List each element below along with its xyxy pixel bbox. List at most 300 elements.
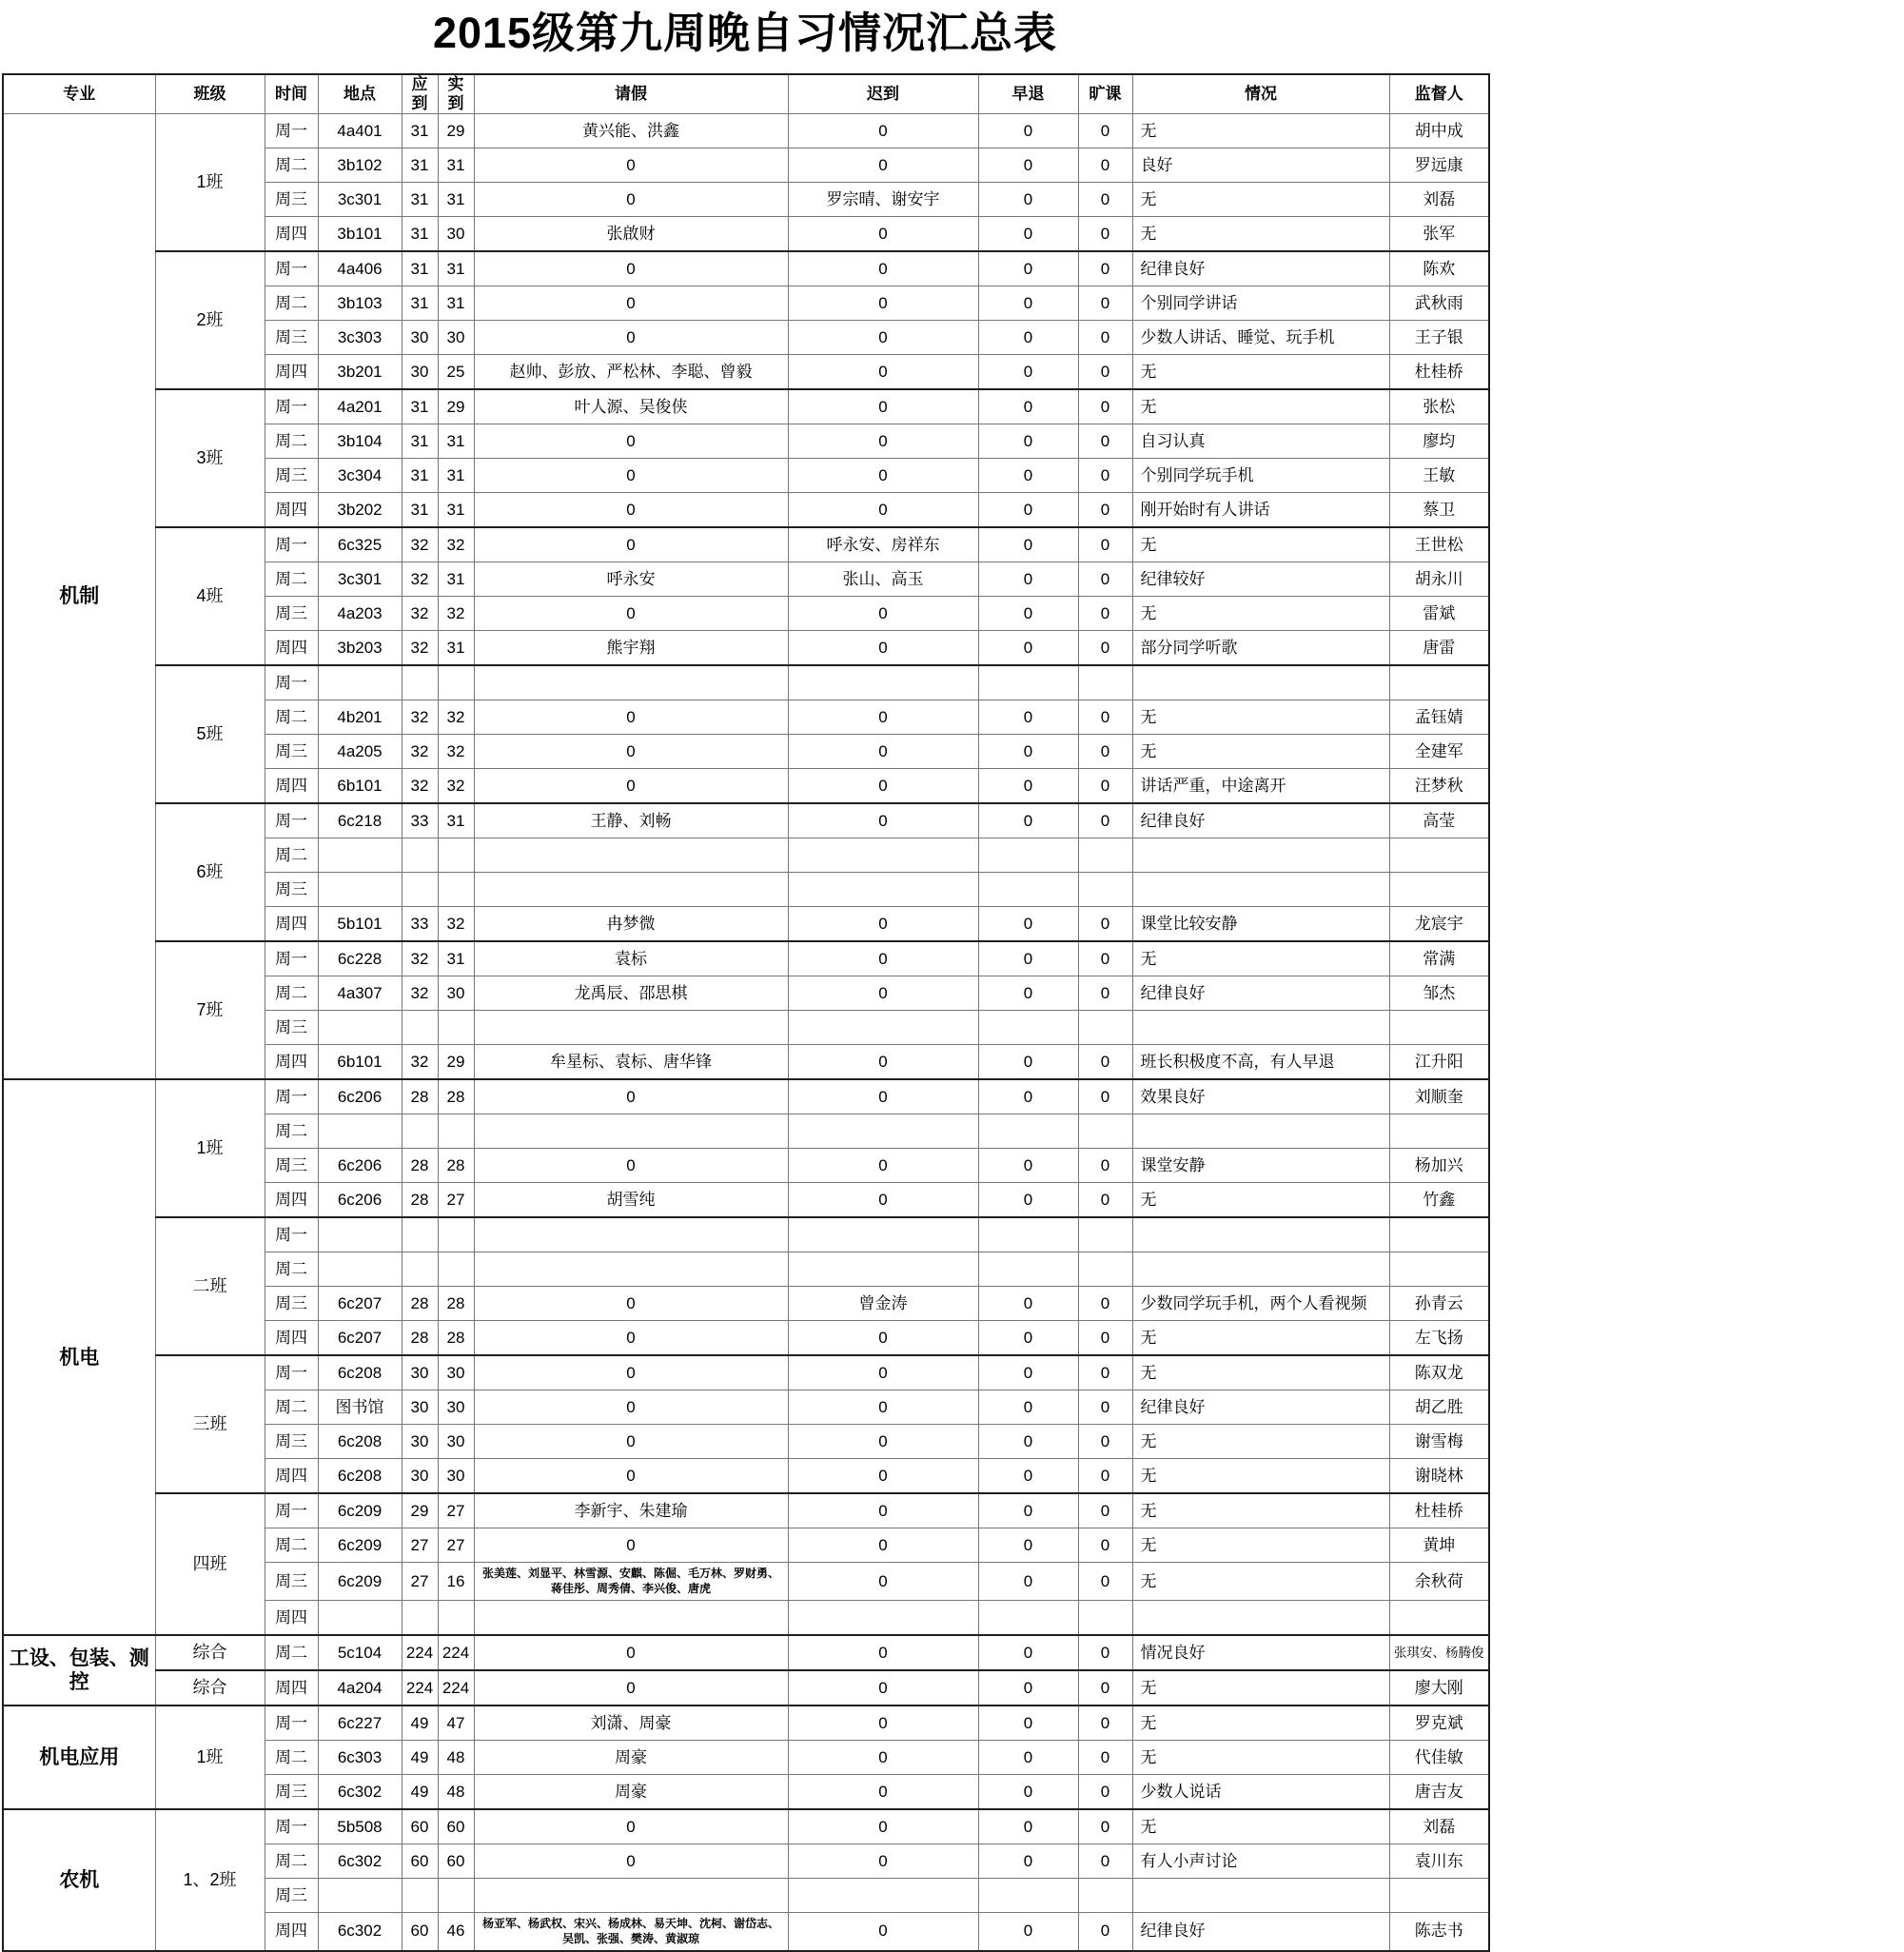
cell-supervisor: 代佳敏	[1389, 1741, 1489, 1775]
cell-supervisor: 袁川东	[1389, 1844, 1489, 1879]
attendance-table	[2, 73, 1490, 1952]
cell-expected	[402, 1114, 438, 1149]
cell-leave: 王静、刘畅	[474, 803, 788, 838]
cell-expected	[402, 665, 438, 700]
table-row	[3, 1706, 1489, 1741]
cell-absent: 0	[1078, 1706, 1132, 1741]
cell-day: 周四	[265, 631, 318, 666]
cell-day: 周四	[265, 1183, 318, 1218]
cell-day: 周一	[265, 251, 318, 286]
cell-actual: 30	[438, 217, 474, 252]
cell-expected: 28	[402, 1149, 438, 1183]
cell-actual: 28	[438, 1079, 474, 1114]
cell-absent: 0	[1078, 1493, 1132, 1528]
cell-situation	[1132, 873, 1389, 907]
cell-supervisor: 杨加兴	[1389, 1149, 1489, 1183]
cell-early: 0	[978, 389, 1078, 424]
cell-supervisor: 唐雷	[1389, 631, 1489, 666]
cell-place: 6c208	[318, 1425, 402, 1459]
cell-early: 0	[978, 1321, 1078, 1356]
cell-situation: 个别同学玩手机	[1132, 459, 1389, 493]
cell-late: 0	[788, 700, 978, 735]
cell-leave: 张美莲、刘显平、林雪源、安麒、陈倔、毛万林、罗财勇、蒋佳彤、周秀倩、李兴俊、唐虎	[474, 1563, 788, 1601]
cell-place	[318, 1114, 402, 1149]
cell-leave: 0	[474, 1355, 788, 1390]
cell-absent: 0	[1078, 597, 1132, 631]
cell-leave: 黄兴能、洪鑫	[474, 114, 788, 148]
cell-absent: 0	[1078, 1149, 1132, 1183]
cell-place	[318, 1601, 402, 1636]
cell-late: 0	[788, 1563, 978, 1601]
cell-supervisor: 廖均	[1389, 424, 1489, 459]
cell-late: 0	[788, 1635, 978, 1670]
cell-leave: 张啟财	[474, 217, 788, 252]
cell-supervisor: 张松	[1389, 389, 1489, 424]
cell-expected: 33	[402, 803, 438, 838]
cell-absent	[1078, 1114, 1132, 1149]
cell-place: 4a201	[318, 389, 402, 424]
cell-supervisor: 常满	[1389, 941, 1489, 976]
cell-absent: 0	[1078, 286, 1132, 321]
cell-absent: 0	[1078, 355, 1132, 390]
cell-early	[978, 873, 1078, 907]
cell-supervisor	[1389, 1217, 1489, 1252]
attendance-table-body	[3, 114, 1489, 1951]
cell-actual: 30	[438, 1459, 474, 1494]
cell-actual	[438, 873, 474, 907]
cell-day: 周二	[265, 700, 318, 735]
cell-expected: 31	[402, 389, 438, 424]
table-row	[3, 1217, 1489, 1252]
cell-situation: 无	[1132, 1563, 1389, 1601]
cell-leave: 胡雪纯	[474, 1183, 788, 1218]
cell-leave: 0	[474, 1635, 788, 1670]
cell-day: 周一	[265, 1809, 318, 1844]
cell-day: 周三	[265, 735, 318, 769]
cell-expected	[402, 838, 438, 873]
cell-actual: 32	[438, 700, 474, 735]
cell-supervisor	[1389, 1114, 1489, 1149]
cell-place: 6c209	[318, 1493, 402, 1528]
cell-situation	[1132, 1011, 1389, 1045]
cell-situation: 纪律良好	[1132, 976, 1389, 1011]
cell-actual: 32	[438, 907, 474, 942]
cell-day: 周四	[265, 217, 318, 252]
cell-supervisor: 唐吉友	[1389, 1775, 1489, 1810]
cell-expected: 31	[402, 424, 438, 459]
cell-late	[788, 1114, 978, 1149]
cell-supervisor: 邹杰	[1389, 976, 1489, 1011]
cell-place	[318, 873, 402, 907]
cell-leave: 杨亚军、杨武权、宋兴、杨成林、易天坤、沈柯、谢岱志、吴凯、张强、樊涛、黄淑琼	[474, 1913, 788, 1951]
cell-early: 0	[978, 355, 1078, 390]
cell-absent	[1078, 838, 1132, 873]
cell-leave	[474, 1601, 788, 1636]
cell-day: 周三	[265, 1563, 318, 1601]
cell-place	[318, 1252, 402, 1287]
cell-leave: 龙禹辰、邵思棋	[474, 976, 788, 1011]
cell-day: 周三	[265, 597, 318, 631]
cell-supervisor	[1389, 1252, 1489, 1287]
cell-supervisor: 胡乙胜	[1389, 1390, 1489, 1425]
cell-absent: 0	[1078, 459, 1132, 493]
cell-late	[788, 1252, 978, 1287]
cell-situation: 无	[1132, 1355, 1389, 1390]
cell-place: 6c325	[318, 527, 402, 562]
cell-situation: 无	[1132, 1528, 1389, 1563]
cell-early: 0	[978, 1809, 1078, 1844]
cell-supervisor	[1389, 1879, 1489, 1913]
cell-situation: 部分同学听歌	[1132, 631, 1389, 666]
cell-late: 0	[788, 355, 978, 390]
cell-late	[788, 665, 978, 700]
cell-day: 周三	[265, 1287, 318, 1321]
cell-expected: 60	[402, 1913, 438, 1951]
cell-day: 周三	[265, 1879, 318, 1913]
cell-place: 6b101	[318, 1045, 402, 1080]
cell-expected: 60	[402, 1809, 438, 1844]
header-class: 班级	[155, 74, 265, 114]
cell-actual: 32	[438, 735, 474, 769]
cell-situation	[1132, 838, 1389, 873]
cell-leave: 周豪	[474, 1775, 788, 1810]
cell-actual: 31	[438, 148, 474, 183]
cell-leave: 0	[474, 424, 788, 459]
cell-absent: 0	[1078, 735, 1132, 769]
cell-supervisor	[1389, 665, 1489, 700]
cell-actual: 46	[438, 1913, 474, 1951]
cell-supervisor: 全建军	[1389, 735, 1489, 769]
cell-absent: 0	[1078, 976, 1132, 1011]
table-row	[3, 389, 1489, 424]
cell-day: 周三	[265, 1149, 318, 1183]
cell-actual: 31	[438, 803, 474, 838]
cell-situation: 无	[1132, 1459, 1389, 1494]
cell-expected	[402, 873, 438, 907]
cell-expected: 30	[402, 1355, 438, 1390]
cell-place: 4a406	[318, 251, 402, 286]
cell-expected: 31	[402, 148, 438, 183]
cell-actual: 31	[438, 562, 474, 597]
cell-early: 0	[978, 562, 1078, 597]
cell-class: 1班	[155, 1706, 265, 1809]
cell-actual: 48	[438, 1741, 474, 1775]
cell-early	[978, 1011, 1078, 1045]
cell-actual	[438, 838, 474, 873]
cell-early: 0	[978, 631, 1078, 666]
cell-late: 0	[788, 217, 978, 252]
cell-place: 3b202	[318, 493, 402, 528]
cell-actual: 27	[438, 1493, 474, 1528]
cell-absent: 0	[1078, 527, 1132, 562]
cell-expected: 31	[402, 286, 438, 321]
cell-leave: 0	[474, 527, 788, 562]
cell-absent	[1078, 665, 1132, 700]
cell-actual: 31	[438, 286, 474, 321]
cell-actual: 29	[438, 1045, 474, 1080]
cell-late: 0	[788, 251, 978, 286]
cell-expected: 224	[402, 1670, 438, 1706]
cell-day: 周四	[265, 355, 318, 390]
cell-absent: 0	[1078, 493, 1132, 528]
cell-day: 周三	[265, 321, 318, 355]
cell-supervisor: 江升阳	[1389, 1045, 1489, 1080]
cell-late: 罗宗晴、谢安宇	[788, 183, 978, 217]
cell-class: 4班	[155, 527, 265, 665]
cell-early: 0	[978, 1459, 1078, 1494]
cell-late: 0	[788, 1913, 978, 1951]
cell-actual: 27	[438, 1528, 474, 1563]
cell-absent: 0	[1078, 1425, 1132, 1459]
cell-late: 0	[788, 459, 978, 493]
cell-absent: 0	[1078, 1321, 1132, 1356]
cell-supervisor: 陈双龙	[1389, 1355, 1489, 1390]
cell-supervisor	[1389, 873, 1489, 907]
cell-expected: 31	[402, 459, 438, 493]
cell-early: 0	[978, 183, 1078, 217]
cell-actual	[438, 1217, 474, 1252]
cell-place: 3c301	[318, 562, 402, 597]
cell-place: 6c206	[318, 1183, 402, 1218]
cell-early: 0	[978, 1045, 1078, 1080]
cell-expected	[402, 1011, 438, 1045]
cell-day: 周二	[265, 1114, 318, 1149]
cell-absent: 0	[1078, 1459, 1132, 1494]
cell-place	[318, 1879, 402, 1913]
cell-class: 综合	[155, 1670, 265, 1706]
cell-leave: 0	[474, 1321, 788, 1356]
cell-leave: 0	[474, 1459, 788, 1494]
cell-leave: 周豪	[474, 1741, 788, 1775]
cell-late: 0	[788, 735, 978, 769]
cell-situation: 无	[1132, 597, 1389, 631]
cell-absent	[1078, 1879, 1132, 1913]
table-row	[3, 1809, 1489, 1844]
cell-expected: 60	[402, 1844, 438, 1879]
cell-class: 1、2班	[155, 1809, 265, 1951]
cell-early: 0	[978, 1493, 1078, 1528]
cell-class: 二班	[155, 1217, 265, 1355]
cell-early: 0	[978, 941, 1078, 976]
cell-actual	[438, 665, 474, 700]
cell-leave	[474, 1011, 788, 1045]
cell-supervisor: 汪梦秋	[1389, 769, 1489, 804]
header-absent: 旷课	[1078, 74, 1132, 114]
cell-supervisor: 黄坤	[1389, 1528, 1489, 1563]
cell-place: 6c207	[318, 1287, 402, 1321]
table-row	[3, 114, 1489, 148]
cell-late: 0	[788, 1775, 978, 1810]
cell-early	[978, 665, 1078, 700]
cell-situation: 无	[1132, 700, 1389, 735]
cell-day: 周二	[265, 1635, 318, 1670]
cell-leave: 冉梦微	[474, 907, 788, 942]
cell-place: 3b201	[318, 355, 402, 390]
cell-supervisor: 余秋荷	[1389, 1563, 1489, 1601]
cell-day: 周二	[265, 1252, 318, 1287]
cell-place: 6c206	[318, 1149, 402, 1183]
cell-supervisor: 廖大刚	[1389, 1670, 1489, 1706]
cell-place: 4a205	[318, 735, 402, 769]
cell-late: 0	[788, 1528, 978, 1563]
cell-expected: 31	[402, 251, 438, 286]
cell-early: 0	[978, 1635, 1078, 1670]
cell-situation	[1132, 1114, 1389, 1149]
table-row	[3, 251, 1489, 286]
cell-expected: 30	[402, 1459, 438, 1494]
cell-late: 0	[788, 769, 978, 804]
cell-place: 6c208	[318, 1355, 402, 1390]
cell-leave	[474, 873, 788, 907]
cell-late: 0	[788, 1670, 978, 1706]
cell-situation: 良好	[1132, 148, 1389, 183]
cell-leave	[474, 1879, 788, 1913]
cell-expected: 30	[402, 1425, 438, 1459]
cell-major: 机电应用	[3, 1706, 155, 1809]
cell-absent: 0	[1078, 700, 1132, 735]
cell-day: 周二	[265, 286, 318, 321]
cell-absent	[1078, 1011, 1132, 1045]
cell-situation: 刚开始时有人讲话	[1132, 493, 1389, 528]
cell-early: 0	[978, 148, 1078, 183]
cell-situation: 班长积极度不高，有人早退	[1132, 1045, 1389, 1080]
cell-early: 0	[978, 1149, 1078, 1183]
header-row	[3, 74, 1489, 114]
cell-situation: 无	[1132, 1493, 1389, 1528]
table-row	[3, 1355, 1489, 1390]
cell-place: 6c302	[318, 1775, 402, 1810]
cell-day: 周四	[265, 1601, 318, 1636]
cell-leave	[474, 1114, 788, 1149]
cell-situation: 无	[1132, 1670, 1389, 1706]
cell-expected: 33	[402, 907, 438, 942]
cell-major: 农机	[3, 1809, 155, 1951]
cell-leave: 袁标	[474, 941, 788, 976]
cell-situation	[1132, 1217, 1389, 1252]
cell-expected: 27	[402, 1563, 438, 1601]
cell-late: 0	[788, 114, 978, 148]
cell-late: 呼永安、房祥东	[788, 527, 978, 562]
cell-place: 3b103	[318, 286, 402, 321]
cell-day: 周二	[265, 424, 318, 459]
cell-late: 0	[788, 597, 978, 631]
cell-late: 0	[788, 1809, 978, 1844]
cell-expected: 28	[402, 1321, 438, 1356]
cell-absent: 0	[1078, 321, 1132, 355]
cell-early: 0	[978, 217, 1078, 252]
cell-day: 周一	[265, 803, 318, 838]
cell-expected: 28	[402, 1287, 438, 1321]
cell-class: 6班	[155, 803, 265, 941]
cell-leave: 刘潇、周豪	[474, 1706, 788, 1741]
cell-absent: 0	[1078, 1809, 1132, 1844]
cell-class: 1班	[155, 114, 265, 252]
cell-day: 周一	[265, 1706, 318, 1741]
cell-place: 6c206	[318, 1079, 402, 1114]
cell-day: 周三	[265, 873, 318, 907]
header-late: 迟到	[788, 74, 978, 114]
cell-supervisor: 杜桂桥	[1389, 355, 1489, 390]
cell-situation: 有人小声讨论	[1132, 1844, 1389, 1879]
cell-absent: 0	[1078, 562, 1132, 597]
cell-situation: 课堂比较安静	[1132, 907, 1389, 942]
cell-place: 6c227	[318, 1706, 402, 1741]
table-row	[3, 665, 1489, 700]
cell-actual: 30	[438, 976, 474, 1011]
cell-expected: 224	[402, 1635, 438, 1670]
cell-late	[788, 1601, 978, 1636]
cell-place: 6c207	[318, 1321, 402, 1356]
cell-major: 机电	[3, 1079, 155, 1635]
cell-expected: 32	[402, 976, 438, 1011]
cell-supervisor: 张军	[1389, 217, 1489, 252]
cell-late: 0	[788, 1045, 978, 1080]
cell-place: 3c304	[318, 459, 402, 493]
cell-supervisor: 胡永川	[1389, 562, 1489, 597]
cell-place: 6c208	[318, 1459, 402, 1494]
cell-late	[788, 1217, 978, 1252]
cell-absent	[1078, 1601, 1132, 1636]
cell-late: 0	[788, 424, 978, 459]
cell-leave: 牟星标、袁标、唐华锋	[474, 1045, 788, 1080]
cell-leave: 0	[474, 1425, 788, 1459]
cell-day: 周一	[265, 389, 318, 424]
cell-situation: 无	[1132, 1183, 1389, 1218]
cell-day: 周四	[265, 493, 318, 528]
cell-actual: 32	[438, 597, 474, 631]
cell-day: 周一	[265, 1079, 318, 1114]
cell-expected: 32	[402, 700, 438, 735]
cell-early: 0	[978, 976, 1078, 1011]
cell-place: 6c218	[318, 803, 402, 838]
cell-situation	[1132, 665, 1389, 700]
cell-place: 4a204	[318, 1670, 402, 1706]
cell-situation	[1132, 1879, 1389, 1913]
cell-day: 周三	[265, 1425, 318, 1459]
cell-late: 0	[788, 631, 978, 666]
cell-early: 0	[978, 1670, 1078, 1706]
cell-actual: 31	[438, 493, 474, 528]
cell-place: 3b102	[318, 148, 402, 183]
cell-late: 0	[788, 389, 978, 424]
cell-supervisor: 陈欢	[1389, 251, 1489, 286]
cell-actual: 60	[438, 1844, 474, 1879]
cell-early: 0	[978, 1844, 1078, 1879]
cell-late: 0	[788, 907, 978, 942]
cell-absent: 0	[1078, 114, 1132, 148]
cell-absent: 0	[1078, 1670, 1132, 1706]
cell-day: 周二	[265, 838, 318, 873]
cell-day: 周二	[265, 562, 318, 597]
cell-situation: 纪律良好	[1132, 251, 1389, 286]
cell-late: 0	[788, 1459, 978, 1494]
cell-leave: 0	[474, 1287, 788, 1321]
cell-actual: 28	[438, 1287, 474, 1321]
cell-supervisor: 谢雪梅	[1389, 1425, 1489, 1459]
cell-supervisor: 竹鑫	[1389, 1183, 1489, 1218]
cell-leave: 0	[474, 321, 788, 355]
cell-late: 0	[788, 803, 978, 838]
cell-expected: 28	[402, 1079, 438, 1114]
cell-absent: 0	[1078, 1045, 1132, 1080]
cell-early: 0	[978, 1390, 1078, 1425]
cell-actual	[438, 1252, 474, 1287]
cell-expected: 32	[402, 631, 438, 666]
cell-leave: 0	[474, 183, 788, 217]
cell-late: 0	[788, 1390, 978, 1425]
cell-expected: 49	[402, 1706, 438, 1741]
header-actual: 实到	[438, 74, 474, 114]
